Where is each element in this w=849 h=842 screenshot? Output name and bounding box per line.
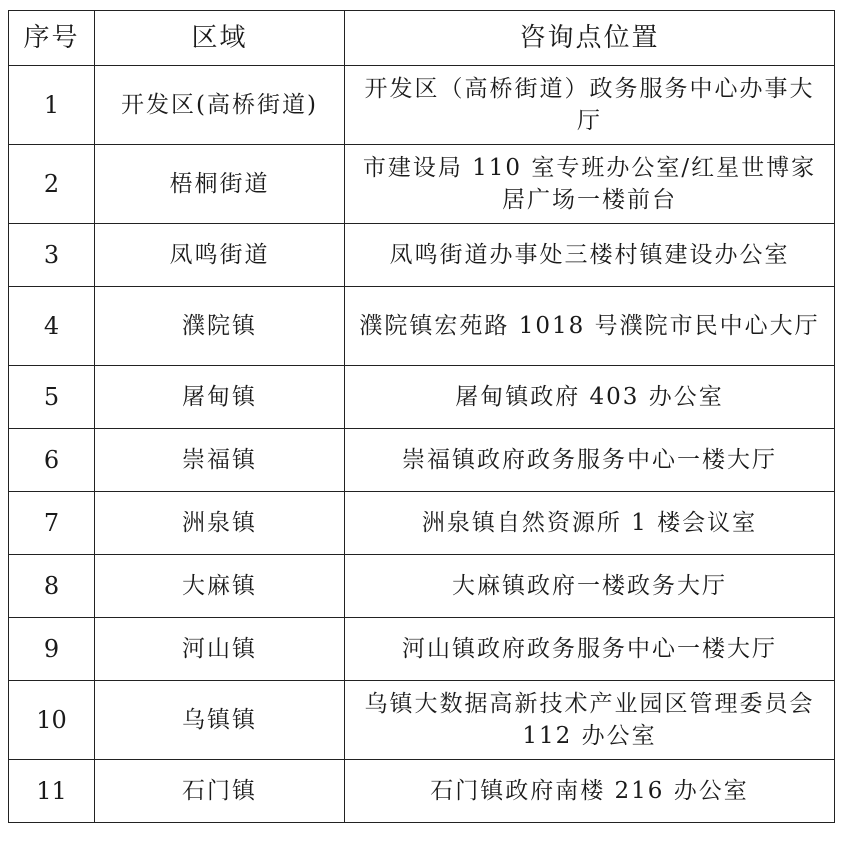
cell-area: 崇福镇: [95, 429, 345, 492]
cell-location: 市建设局 110 室专班办公室/红星世博家居广场一楼前台: [345, 145, 835, 224]
cell-serial-number: 7: [9, 492, 95, 555]
table-row: [9, 555, 835, 618]
cell-location: 洲泉镇自然资源所 1 楼会议室: [345, 492, 835, 555]
table-row: [9, 492, 835, 555]
table-row: [9, 224, 835, 287]
cell-location: 屠甸镇政府 403 办公室: [345, 366, 835, 429]
cell-location: 崇福镇政府政务服务中心一楼大厅: [345, 429, 835, 492]
cell-serial-number: 6: [9, 429, 95, 492]
table-row: [9, 429, 835, 492]
table-header-row: [9, 11, 835, 66]
table-row: [9, 145, 835, 224]
cell-area: 屠甸镇: [95, 366, 345, 429]
cell-area: 石门镇: [95, 760, 345, 823]
cell-serial-number: 8: [9, 555, 95, 618]
table-row: [9, 366, 835, 429]
cell-area: 洲泉镇: [95, 492, 345, 555]
cell-area: 梧桐街道: [95, 145, 345, 224]
header-location: 咨询点位置: [345, 11, 835, 66]
cell-area: 大麻镇: [95, 555, 345, 618]
table-row: [9, 681, 835, 760]
cell-serial-number: 5: [9, 366, 95, 429]
header-serial-number: 序号: [9, 11, 95, 66]
header-area: 区域: [95, 11, 345, 66]
table-row: [9, 760, 835, 823]
cell-area: 凤鸣街道: [95, 224, 345, 287]
cell-area: 开发区(高桥街道): [95, 66, 345, 145]
cell-serial-number: 3: [9, 224, 95, 287]
cell-area: 濮院镇: [95, 287, 345, 366]
cell-location: 石门镇政府南楼 216 办公室: [345, 760, 835, 823]
table-row: [9, 66, 835, 145]
cell-serial-number: 11: [9, 760, 95, 823]
consultation-table-wrapper: [8, 10, 835, 823]
cell-serial-number: 10: [9, 681, 95, 760]
cell-serial-number: 1: [9, 66, 95, 145]
cell-location: 凤鸣街道办事处三楼村镇建设办公室: [345, 224, 835, 287]
cell-area: 乌镇镇: [95, 681, 345, 760]
cell-location: 大麻镇政府一楼政务大厅: [345, 555, 835, 618]
cell-serial-number: 4: [9, 287, 95, 366]
cell-location: 乌镇大数据高新技术产业园区管理委员会 112 办公室: [345, 681, 835, 760]
cell-location: 濮院镇宏苑路 1018 号濮院市民中心大厅: [345, 287, 835, 366]
cell-area: 河山镇: [95, 618, 345, 681]
table-row: [9, 618, 835, 681]
cell-location: 开发区（高桥街道）政务服务中心办事大厅: [345, 66, 835, 145]
cell-serial-number: 2: [9, 145, 95, 224]
consultation-table: [8, 10, 835, 823]
cell-location: 河山镇政府政务服务中心一楼大厅: [345, 618, 835, 681]
cell-serial-number: 9: [9, 618, 95, 681]
table-row: [9, 287, 835, 366]
